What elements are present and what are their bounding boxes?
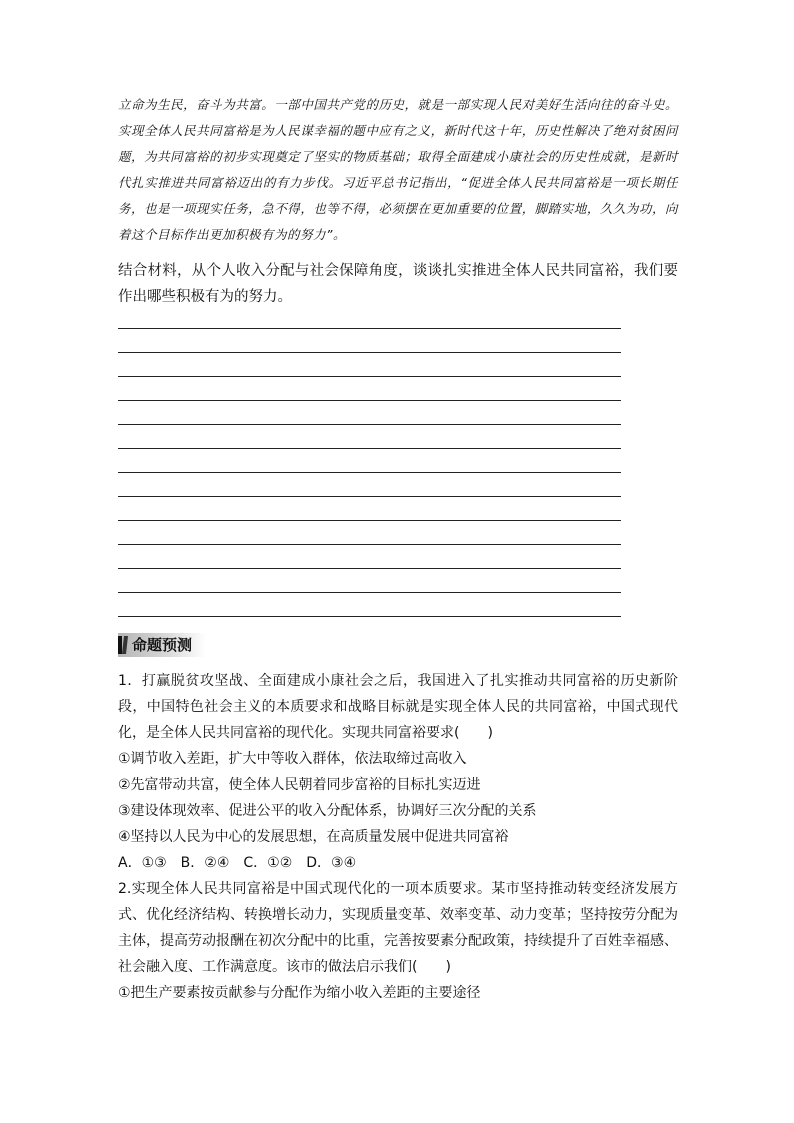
question-option: ①把生产要素按贡献参与分配作为缩小收入差距的主要途径: [118, 985, 481, 1001]
answer-line[interactable]: [118, 401, 621, 425]
answer-line[interactable]: [118, 449, 621, 473]
answer-line[interactable]: [118, 545, 621, 569]
answer-line[interactable]: [118, 521, 621, 545]
question-option: ④坚持以人民为中心的发展思想，在高质量发展中促进共同富裕: [118, 829, 509, 845]
answer-choices: A．①③ B．②④ C．①② D．③④: [118, 855, 357, 871]
answer-line[interactable]: [118, 425, 621, 449]
answer-line[interactable]: [118, 329, 621, 353]
answer-line[interactable]: [118, 353, 621, 377]
question-list: [118, 668, 678, 1006]
material-paragraph: 立命为生民，奋斗为共富。一部中国共产党的历史，就是一部实现人民对美好生活向往的奋斗史。实现全体人民共同富裕是为人民谋幸福的题中应有之义，新时代这十年，历史性解决了绝对贫困问题，为共同富裕的初步实现奠定了坚实的物质基础；取得全面建成小康社会的历史性成就，是新时代扎实推进共同富裕迈出的有力步伐。习近平总书记指出，“促进全体人民共同富裕是一项长期任务，也是一项现实任务，急不得，也等不得，必须摆在更加重要的位置，脚踏实地，久久为功，向着这个目标作出更加积极有为的努力”。: [118, 97, 678, 242]
answer-line[interactable]: [118, 569, 621, 593]
question-item: [118, 668, 678, 876]
section-header: [118, 633, 678, 657]
section-title: 命题预测: [132, 636, 193, 654]
section-marker-icon: [118, 633, 130, 657]
answer-line[interactable]: [118, 593, 621, 617]
answer-line[interactable]: [118, 497, 621, 521]
question-option: ②先富带动共富，使全体人民朝着同步富裕的目标扎实迈进: [118, 777, 481, 793]
question-stem: 1．打赢脱贫攻坚战、全面建成小康社会之后，我国进入了扎实推动共同富裕的历史新阶段，中国特色社会主义的本质要求和战略目标就是实现全体人民的共同富裕，中国式现代化，是全体人民共同富裕的现代化。实现共同富裕要求( ): [118, 673, 678, 741]
question-option: ③建设体现效率、促进公平的收入分配体系，协调好三次分配的关系: [118, 803, 537, 819]
answer-line[interactable]: [118, 377, 621, 401]
answer-line[interactable]: [118, 473, 621, 497]
answer-lines: [118, 328, 621, 617]
question-item: [118, 876, 678, 1006]
question-prompt: 结合材料，从个人收入分配与社会保障角度，谈谈扎实推进全体人民共同富裕，我们要作出哪些积极有为的努力。: [118, 263, 678, 305]
question-option: ①调节收入差距，扩大中等收入群体，依法取缔过高收入: [118, 751, 467, 767]
question-stem: 2.实现全体人民共同富裕是中国式现代化的一项本质要求。某市坚持推动转变经济发展方式、优化经济结构、转换增长动力，实现质量变革、效率变革、动力变革；坚持按劳分配为主体，提高劳动报酬在初次分配中的比重，完善按要素分配政策，持续提升了百姓幸福感、社会融入度、工作满意度。该市的做法启示我们( ): [118, 881, 678, 975]
